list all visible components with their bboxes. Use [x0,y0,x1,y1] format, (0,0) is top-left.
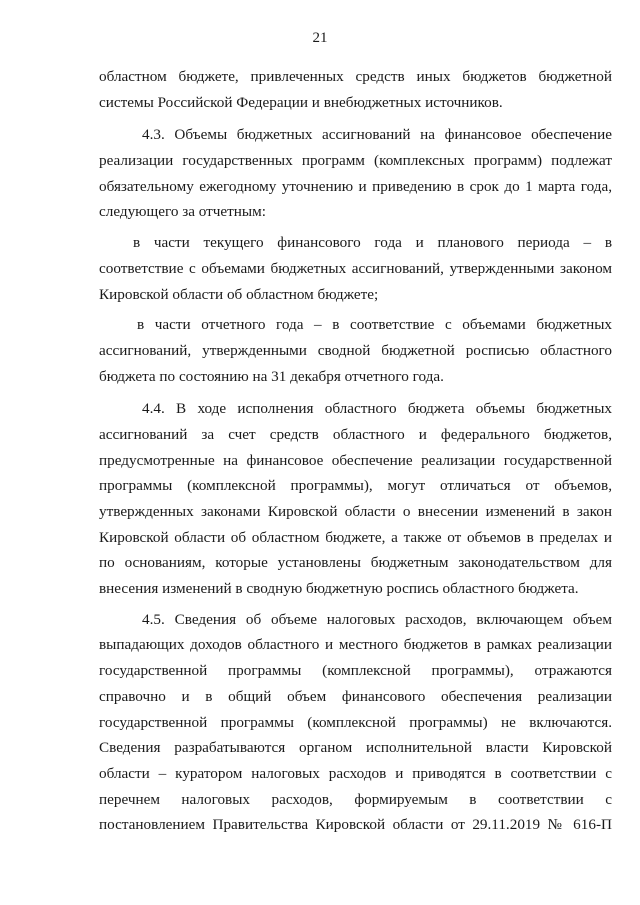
text-line: системы Российской Федерации и внебюджетных источников. [99,93,503,111]
text-line: следующего за отчетным: [99,203,266,221]
paragraph-continuation [99,64,612,115]
paragraph-4-4 [99,396,612,602]
text-line: ассигнований за счет средств областного и федерального бюджетов, [99,425,612,443]
paragraph-4-5 [99,607,612,838]
text-line: внесения изменений в сводную бюджетную роспись областного бюджета. [99,580,579,598]
text-line: области – куратором налоговых расходов и приводятся в соответствии с [99,764,612,782]
text-line: бюджета по состоянию на 31 декабря отчетного года. [99,367,444,385]
text-line: областном бюджете, привлеченных средств иных бюджетов бюджетной [99,68,612,85]
text-line: 4.4. В ходе исполнения областного бюджета объемы бюджетных [142,400,612,418]
page-number: 21 [312,30,328,46]
text-line: постановлением Правительства Кировской области от 29.11.2019 № 616-П [99,816,612,834]
text-line: перечнем налоговых расходов, формируемым в соответствии с [99,790,612,808]
text-line: по основаниям, которые установлены бюджетным законодательством для [99,554,612,572]
text-line: в части отчетного года – в соответствие с объемами бюджетных [137,316,612,334]
text-line: 4.3. Объемы бюджетных ассигнований на финансовое обеспечение [142,126,612,144]
text-line: реализации государственных программ (комплексных программ) подлежат [99,152,612,170]
text-line: Сведения разрабатываются органом исполнительной власти Кировской [99,739,612,757]
text-line: государственной программы (комплексной программы) не включаются. [99,713,612,731]
text-line: Кировской области об областном бюджете; [99,285,379,303]
paragraph-current-year [99,230,612,307]
paragraph-4-3 [99,122,612,225]
text-line: справочно и в общий объем финансового обеспечения реализации [99,687,612,705]
text-line: утвержденных законами Кировской области о внесении изменений в закон [99,503,612,520]
text-line: в части текущего финансового года и планового периода – в [133,234,612,252]
text-line: обязательному ежегодному уточнению и приведению в срок до 1 марта года, [99,177,612,195]
text-line: программы (комплексной программы), могут отличаться от объемов, [99,477,612,495]
paragraph-reporting-year [99,312,612,389]
text-line: предусмотренные на финансовое обеспечение реализации государственной [99,451,612,469]
document-body [99,64,612,838]
text-line: ассигнований, утвержденными сводной бюджетной росписью областного [99,341,612,359]
text-line: Кировской области об областном бюджете, а также от объемов в пределах и [99,528,612,546]
text-line: соответствие с объемами бюджетных ассигнований, утвержденными законом [99,259,612,277]
text-line: выпадающих доходов областного и местного бюджетов в рамках реализации [99,636,612,654]
text-line: 4.5. Сведения об объеме налоговых расходов, включающем объем [142,610,612,628]
text-line: государственной программы (комплексной программы), отражаются [99,662,612,680]
